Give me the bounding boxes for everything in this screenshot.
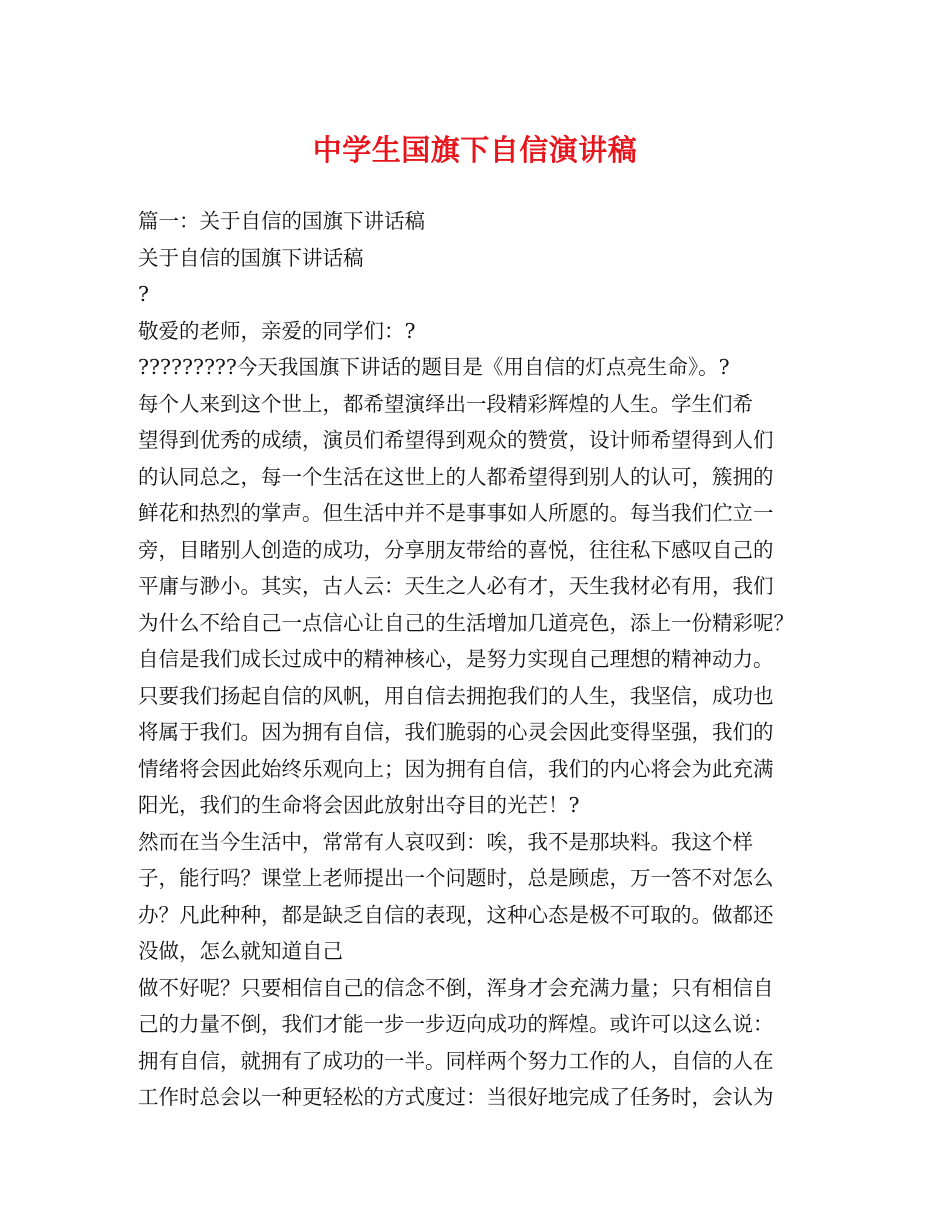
document-body (138, 203, 838, 1116)
text-line: 将属于我们。因为拥有自信，我们脆弱的心灵会因此变得坚强，我们的 (138, 720, 774, 744)
text-line: ? (138, 282, 149, 306)
text-line: 阳光，我们的生命将会因此放射出夺目的光芒！? (138, 793, 580, 817)
text-line: 没做，怎么就知道自己 (138, 939, 343, 963)
text-line: 办？凡此种种，都是缺乏自信的表现，这种心态是极不可取的。做都还 (138, 902, 774, 927)
text-line: 工作时总会以一种更轻松的方式度过：当很好地完成了任务时，会认为 (138, 1085, 774, 1109)
text-line: 然而在当今生活中，常常有人哀叹到：唉，我不是那块料。我这个样 (138, 829, 753, 854)
text-line: 情绪将会因此始终乐观向上；因为拥有自信，我们的内心将会为此充满 (138, 756, 774, 781)
text-line: ?????????今天我国旗下讲话的题目是《用自信的灯点亮生命》。? (138, 355, 730, 379)
text-line: 子，能行吗？课堂上老师提出一个问题时，总是顾虑，万一答不对怎么 (138, 866, 774, 890)
text-line: 做不好呢？只要相信自己的信念不倒，浑身才会充满力量；只有相信自 (138, 975, 774, 1000)
text-line: 篇一：关于自信的国旗下讲话稿 (138, 209, 425, 233)
text-line: 每个人来到这个世上，都希望演绎出一段精彩辉煌的人生。学生们希 (138, 391, 753, 416)
text-line: 自信是我们成长过成中的精神核心，是努力实现自己理想的精神动力。 (138, 647, 774, 671)
text-line: 关于自信的国旗下讲话稿 (138, 245, 364, 270)
text-line: 平庸与渺小。其实，古人云：天生之人必有才，天生我材必有用，我们 (138, 574, 774, 598)
document-title: 中学生国旗下自信演讲稿 (312, 133, 638, 167)
text-line: 己的力量不倒，我们才能一步一步迈向成功的辉煌。或许可以这么说： (138, 1012, 774, 1036)
text-line: 旁，目睹别人创造的成功，分享朋友带给的喜悦，往往私下感叹自己的 (138, 537, 774, 562)
text-line: 鲜花和热烈的掌声。但生活中并不是事事如人所愿的。每当我们伫立一 (138, 501, 774, 525)
text-line: 敬爱的老师，亲爱的同学们：? (138, 318, 416, 343)
text-line: 望得到优秀的成绩，演员们希望得到观众的赞赏，设计师希望得到人们 (138, 428, 774, 452)
text-line: 的认同总之，每一个生活在这世上的人都希望得到别人的认可，簇拥的 (138, 464, 774, 489)
text-line: 为什么不给自己一点信心让自己的生活增加几道亮色，添上一份精彩呢？ (138, 610, 794, 635)
text-line: 拥有自信，就拥有了成功的一半。同样两个努力工作的人，自信的人在 (138, 1048, 774, 1073)
text-line: 只要我们扬起自信的风帆，用自信去拥抱我们的人生，我坚信，成功也 (138, 683, 774, 708)
